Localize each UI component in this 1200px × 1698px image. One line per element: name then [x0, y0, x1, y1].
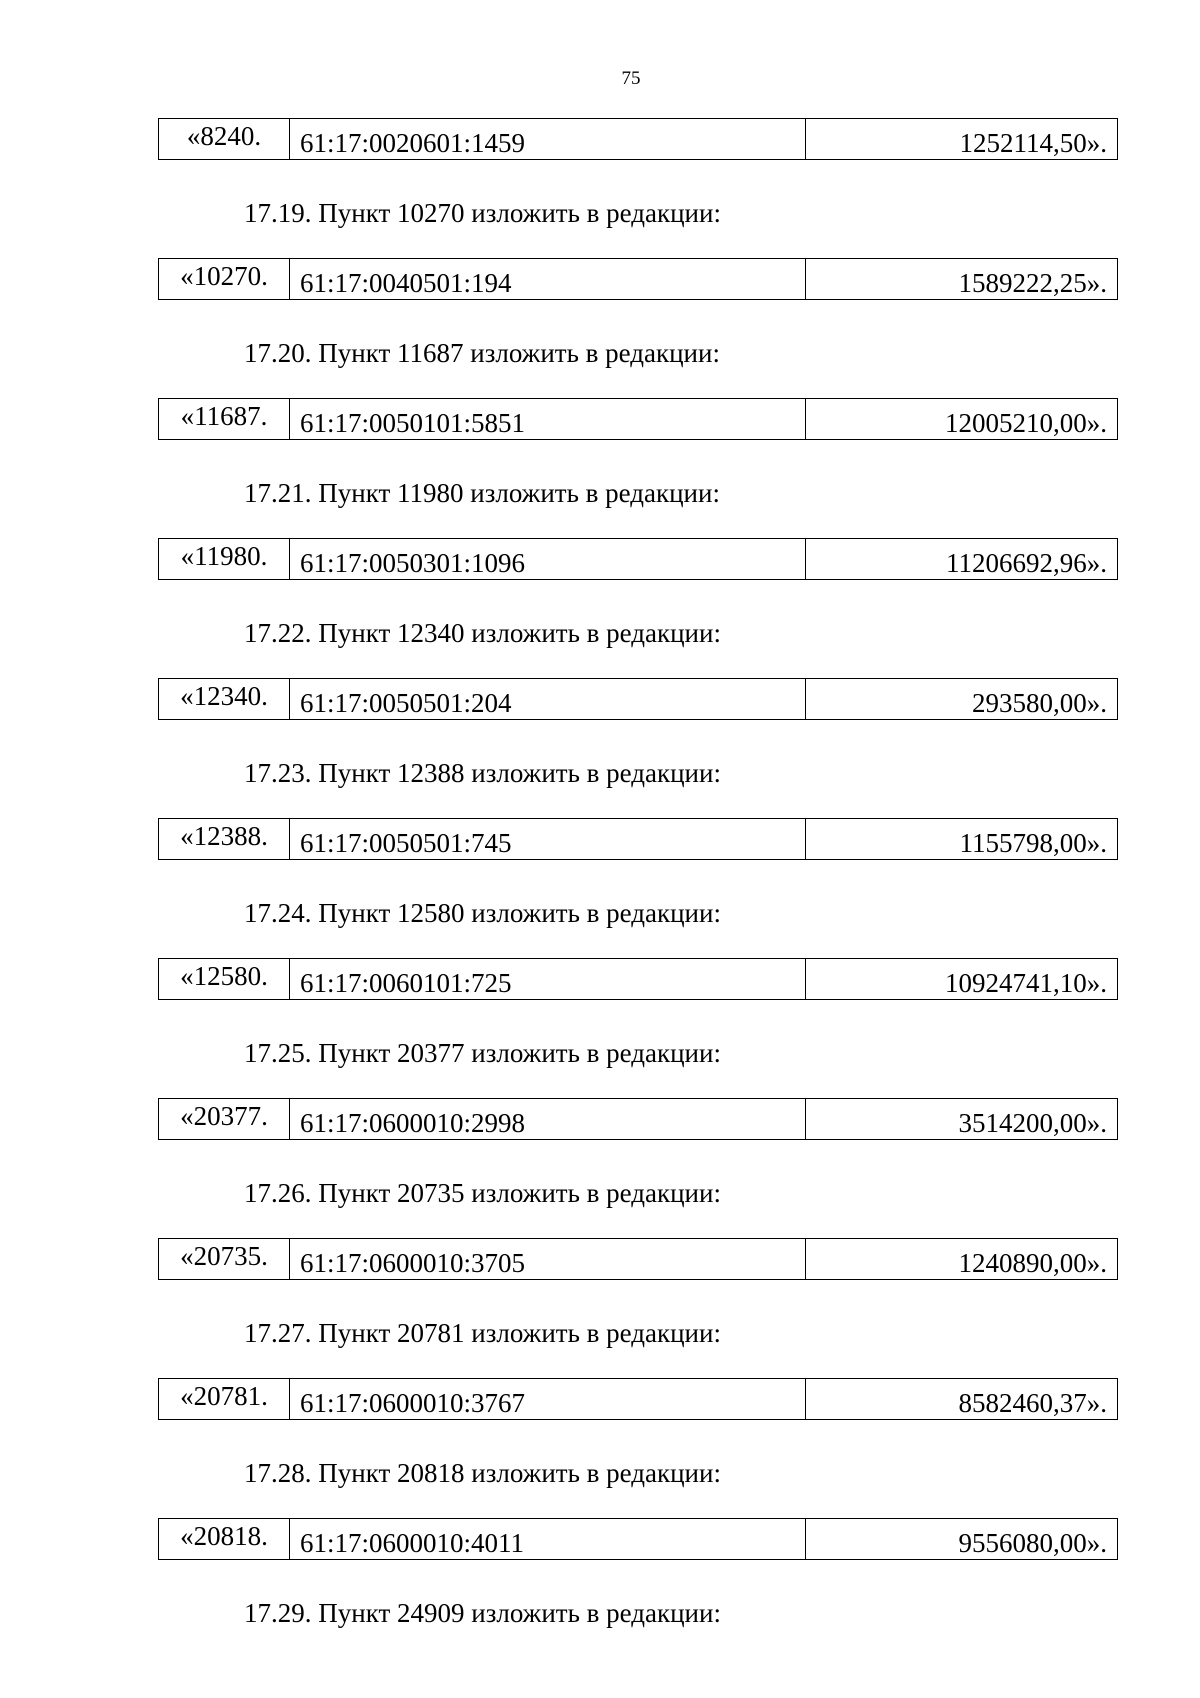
entry-number: «12340. — [159, 679, 290, 720]
entry-number: «20735. — [159, 1239, 290, 1280]
entry-number: «12388. — [159, 819, 290, 860]
cadastral-value: 9556080,00». — [806, 1519, 1118, 1560]
cadastral-value: 1240890,00». — [806, 1239, 1118, 1280]
table-row — [159, 1379, 1118, 1420]
instruction-paragraph: 17.26. Пункт 20735 изложить в редакции: — [244, 1178, 721, 1208]
entry-number: «12580. — [159, 959, 290, 1000]
entry-table — [158, 538, 1118, 580]
entry-number: «20781. — [159, 1379, 290, 1420]
cadastral-value: 1252114,50». — [806, 119, 1118, 160]
instruction-paragraph: 17.23. Пункт 12388 изложить в редакции: — [244, 758, 721, 788]
document-body — [158, 118, 1118, 1658]
table-row — [159, 119, 1118, 160]
instruction-paragraph: 17.27. Пункт 20781 изложить в редакции: — [244, 1318, 721, 1348]
cadastral-number: 61:17:0600010:4011 — [290, 1519, 806, 1560]
table-row — [159, 679, 1118, 720]
page-number: 75 — [621, 68, 641, 89]
table-row — [159, 959, 1118, 1000]
instruction-paragraph: 17.19. Пункт 10270 изложить в редакции: — [244, 198, 721, 228]
entry-table — [158, 818, 1118, 860]
entry-number: «11687. — [159, 399, 290, 440]
instruction-paragraph: 17.25. Пункт 20377 изложить в редакции: — [244, 1038, 721, 1068]
entry-table — [158, 118, 1118, 160]
entry-table — [158, 258, 1118, 300]
cadastral-value: 1155798,00». — [806, 819, 1118, 860]
instruction-paragraph: 17.22. Пункт 12340 изложить в редакции: — [244, 618, 721, 648]
cadastral-value: 3514200,00». — [806, 1099, 1118, 1140]
cadastral-value: 11206692,96». — [806, 539, 1118, 580]
table-row — [159, 819, 1118, 860]
entry-table — [158, 1518, 1118, 1560]
entry-number: «20818. — [159, 1519, 290, 1560]
instruction-paragraph: 17.24. Пункт 12580 изложить в редакции: — [244, 898, 721, 928]
table-row — [159, 259, 1118, 300]
entry-number: «11980. — [159, 539, 290, 580]
instruction-paragraph: 17.21. Пункт 11980 изложить в редакции: — [244, 478, 720, 508]
table-row — [159, 1239, 1118, 1280]
cadastral-value: 8582460,37». — [806, 1379, 1118, 1420]
cadastral-number: 61:17:0050301:1096 — [290, 539, 806, 580]
table-row — [159, 1519, 1118, 1560]
instruction-paragraph: 17.20. Пункт 11687 изложить в редакции: — [244, 338, 720, 368]
entry-table — [158, 678, 1118, 720]
entry-number: «20377. — [159, 1099, 290, 1140]
instruction-paragraph: 17.28. Пункт 20818 изложить в редакции: — [244, 1458, 721, 1488]
entry-number: «10270. — [159, 259, 290, 300]
cadastral-number: 61:17:0050501:204 — [290, 679, 806, 720]
cadastral-number: 61:17:0020601:1459 — [290, 119, 806, 160]
entry-table — [158, 958, 1118, 1000]
entry-table — [158, 1098, 1118, 1140]
table-row — [159, 1099, 1118, 1140]
cadastral-number: 61:17:0040501:194 — [290, 259, 806, 300]
cadastral-number: 61:17:0050501:745 — [290, 819, 806, 860]
cadastral-number: 61:17:0600010:3767 — [290, 1379, 806, 1420]
entry-table — [158, 1378, 1118, 1420]
cadastral-value: 10924741,10». — [806, 959, 1118, 1000]
table-row — [159, 399, 1118, 440]
cadastral-value: 1589222,25». — [806, 259, 1118, 300]
cadastral-number: 61:17:0600010:2998 — [290, 1099, 806, 1140]
instruction-paragraph: 17.29. Пункт 24909 изложить в редакции: — [244, 1598, 721, 1628]
entry-table — [158, 1238, 1118, 1280]
cadastral-number: 61:17:0050101:5851 — [290, 399, 806, 440]
table-row — [159, 539, 1118, 580]
cadastral-number: 61:17:0600010:3705 — [290, 1239, 806, 1280]
cadastral-value: 293580,00». — [806, 679, 1118, 720]
cadastral-number: 61:17:0060101:725 — [290, 959, 806, 1000]
entry-table — [158, 398, 1118, 440]
entry-number: «8240. — [159, 119, 290, 160]
cadastral-value: 12005210,00». — [806, 399, 1118, 440]
